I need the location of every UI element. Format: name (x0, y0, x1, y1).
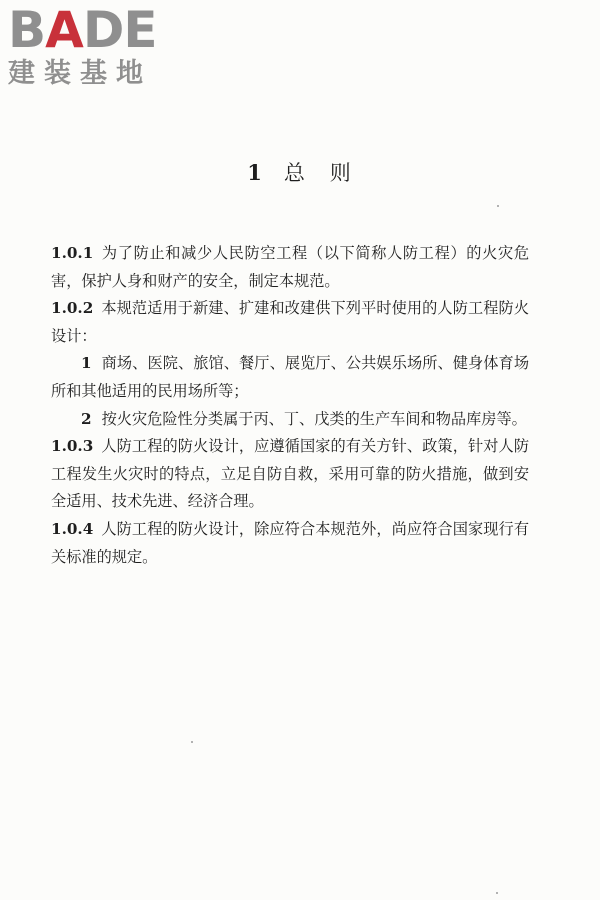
logo-letters-de: DE (82, 1, 157, 59)
item-text: 商场、医院、旅馆、餐厅、展览厅、公共娱乐场所、健身体育场所和其他适用的民用场所等； (51, 354, 529, 400)
chapter-title: 总 则 (283, 161, 353, 185)
clause-number: 1.0.4 (51, 519, 94, 538)
chapter-number: 1 (247, 160, 264, 185)
logo-letter-b: B (8, 1, 46, 59)
paper-speck (496, 892, 498, 894)
clause-number: 1.0.1 (51, 244, 94, 262)
item-number: 1 (81, 354, 92, 373)
clause-1-0-1 (51, 240, 529, 295)
chapter-heading (0, 158, 600, 188)
paper-speck (191, 741, 193, 743)
logo-subtitle: 建装基地 (8, 58, 152, 89)
logo-wordmark (8, 1, 178, 59)
clause-1-0-3 (51, 433, 529, 516)
clause-text: 人防工程的防火设计，除应符合本规范外，尚应符合国家现行有关标准的规定。 (51, 519, 529, 566)
clause-number: 1.0.2 (51, 299, 94, 318)
clause-1-0-2-item-2 (51, 406, 529, 434)
logo-letter-a: A (45, 1, 83, 59)
clause-text: 为了防止和减少人民防空工程（以下简称人防工程）的火灾危害，保护人身和财产的安全，制定本规范。 (51, 244, 529, 290)
clause-number: 1.0.3 (51, 437, 94, 456)
clause-1-0-2-item-1 (51, 350, 529, 405)
item-number: 2 (81, 409, 92, 428)
clause-1-0-4 (51, 516, 529, 571)
clause-text: 人防工程的防火设计，应遵循国家的有关方针、政策，针对人防工程发生火灾时的特点，立足自防自救，采用可靠的防火措施，做到安全适用、技术先进、经济合理。 (51, 437, 529, 511)
clause-1-0-2 (51, 295, 529, 350)
chapter-body (51, 240, 529, 571)
paper-speck (497, 205, 499, 207)
clause-text: 本规范适用于新建、扩建和改建供下列平时使用的人防工程防火设计： (51, 299, 529, 345)
item-text: 按火灾危险性分类属于丙、丁、戊类的生产车间和物品库房等。 (101, 409, 527, 428)
bade-logo (8, 1, 178, 90)
